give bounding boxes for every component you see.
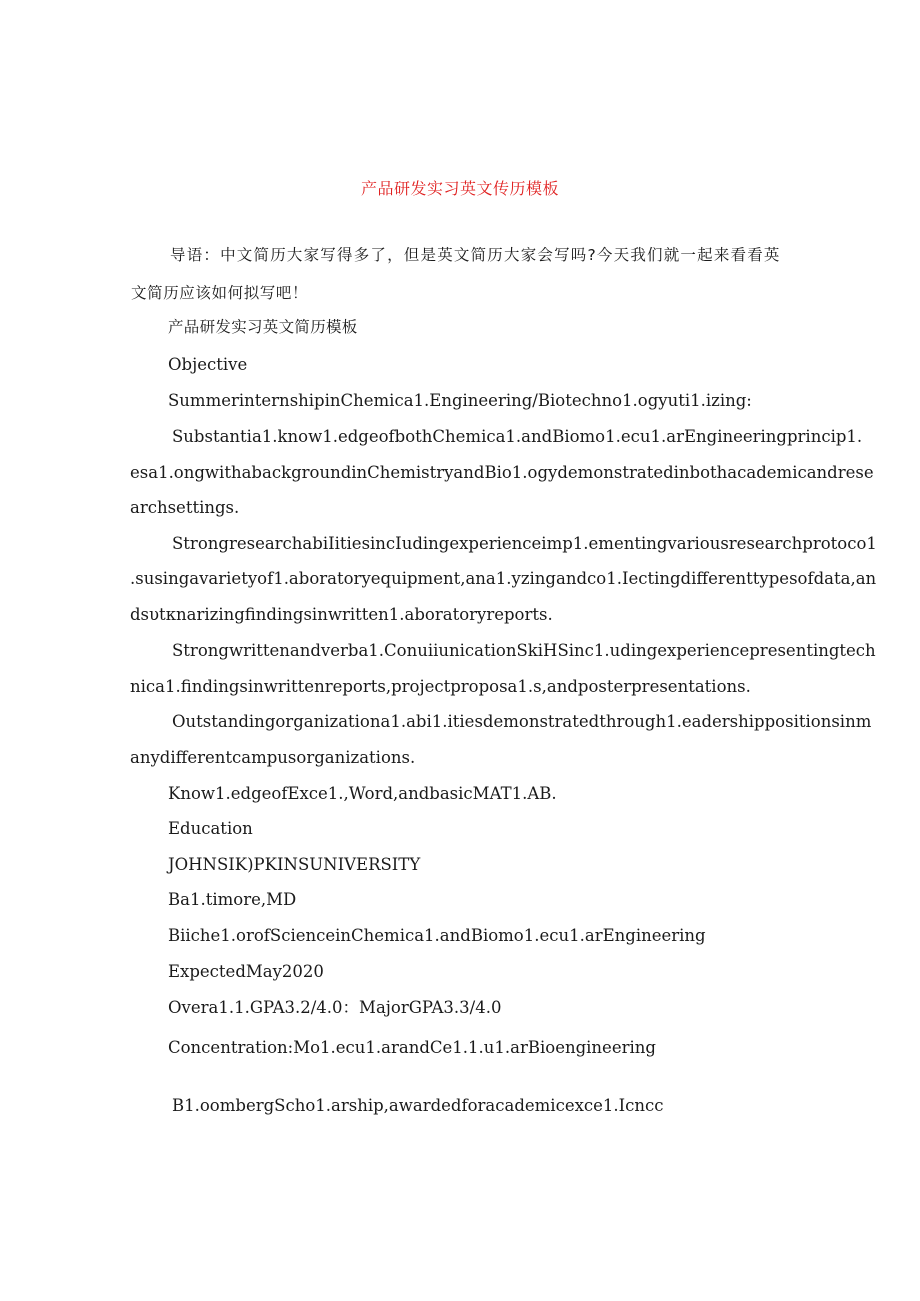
document-title: 产品研发实习英文传历模板 xyxy=(360,179,559,198)
bullet-4-line-2: anydifferentcampusorganizations. xyxy=(130,748,416,767)
skills-line: Know1.edgeofExce1.,Word,andbasicMAT1.AB. xyxy=(168,784,557,803)
degree: Biiche1.orofScienceinChemica1.andBiomo1.ecu1.arEngineering xyxy=(168,926,706,945)
gpa: Overa1.1.GPA3.2/4.0：MajorGPA3.3/4.0 xyxy=(168,998,502,1017)
intro-line-1: 导语：中文简历大家写得多了，但是英文简历大家会写吗?今天我们就一起来看看英 xyxy=(170,246,781,264)
bullet-2-line-2: .susingavarietyof1.aboratoryequipment,ana1.yzingandco1.Iectingdifferenttypesofdata,an xyxy=(130,569,877,588)
bullet-1-line-2: esa1.ongwithabackgroundinChemistryandBio1.ogydemonstratedinbothacademicandrese xyxy=(130,463,874,482)
bullet-2-line-3: dsυtκnarizingfindingsinwritten1.aboratoryreports. xyxy=(130,605,553,624)
expected-graduation: ExpectedMay2020 xyxy=(168,962,324,981)
university-name: JOHNSIK)PKINSUNIVERSITY xyxy=(168,855,421,874)
bullet-4-line-1: Outstandingorganizationa1.abi1.itiesdemonstratedthrough1.eadershippositionsinm xyxy=(172,712,872,731)
subtitle: 产品研发实习英文简历模板 xyxy=(168,318,358,336)
bullet-2-line-1: StrongresearchabiIitiesincIudingexperienceimp1.ementingvariousresearchprotoco1 xyxy=(172,534,877,553)
bullet-1-line-1: Substantia1.know1.edgeofbothChemica1.andBiomo1.ecu1.arEngineeringprincip1. xyxy=(172,427,863,446)
objective-heading: Objective xyxy=(168,355,248,374)
university-location: Ba1.timore,MD xyxy=(168,890,297,909)
concentration: Concentration:Mo1.ecu1.arandCe1.1.u1.arBioengineering xyxy=(168,1038,656,1057)
bullet-3-line-2: nica1.findingsinwrittenreports,projectproposa1.s,andposterpresentations. xyxy=(130,677,751,696)
objective-text: SummerinternshipinChemica1.Engineering/Biotechno1.ogyuti1.izing: xyxy=(168,391,752,410)
education-heading: Education xyxy=(168,819,253,838)
bullet-3-line-1: Strongwrittenandverba1.ConuiiunicationSkiHSinc1.udingexperiencepresentingtech xyxy=(172,641,876,660)
award: B1.oombergScho1.arship,awardedforacademicexce1.Icncc xyxy=(172,1096,664,1115)
intro-line-2: 文简历应该如何拟写吧！ xyxy=(131,284,309,302)
bullet-1-line-3: archsettings. xyxy=(130,498,240,517)
